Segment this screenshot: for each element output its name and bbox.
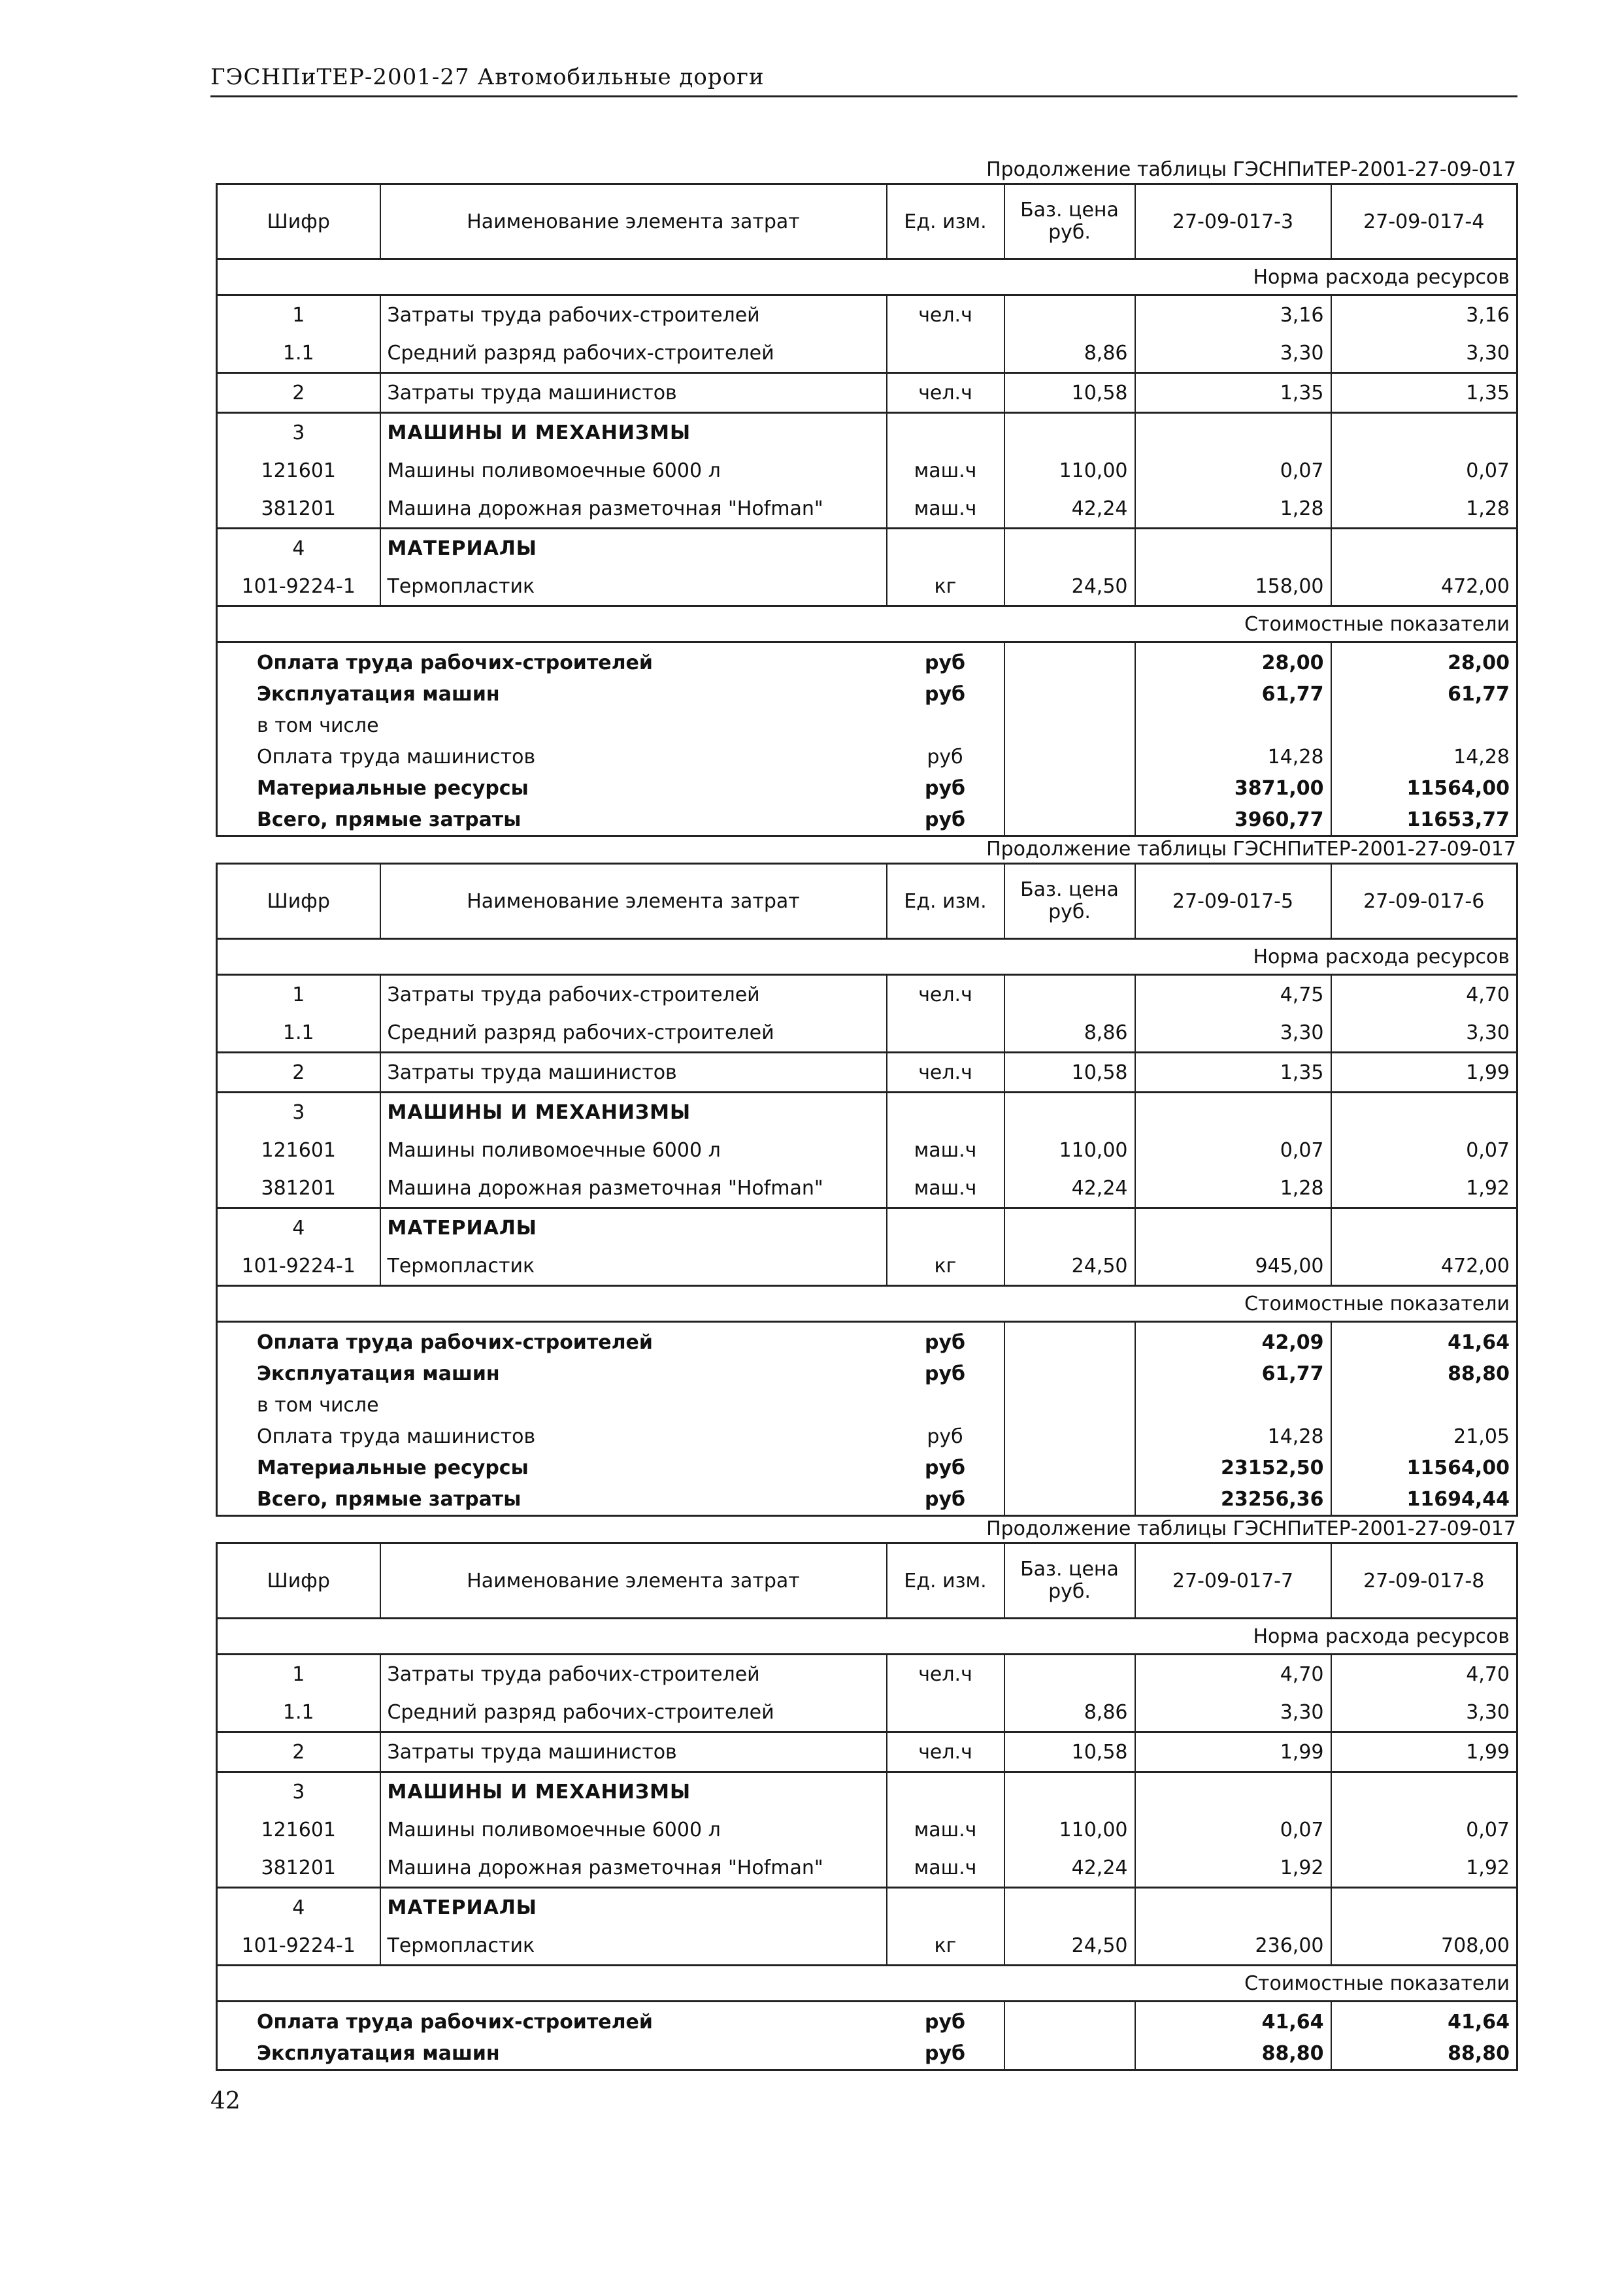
cell-value-1 bbox=[1135, 1208, 1331, 1247]
cost-name: Оплата труда рабочих-строителей bbox=[257, 651, 653, 674]
cell-code: 2 bbox=[217, 1053, 380, 1093]
header-price: Баз. цена руб. bbox=[1004, 184, 1135, 259]
cell-value-2: 4,70 bbox=[1466, 983, 1510, 1006]
cell-value-1: 236,00 bbox=[1135, 1926, 1331, 1966]
table-row bbox=[217, 1693, 1517, 1732]
header-col1: 27-09-017-3 bbox=[1135, 184, 1331, 259]
cost-name: Эксплуатация машин bbox=[257, 2041, 500, 2065]
cost-row bbox=[217, 710, 1517, 741]
page-number: 42 bbox=[210, 2088, 240, 2115]
header-price: Баз. цена руб. bbox=[1004, 1543, 1135, 1619]
cell-value-2 bbox=[1331, 529, 1517, 568]
cost-value-2: 11564,00 bbox=[1406, 1456, 1510, 1479]
cell-value-2: 0,07 bbox=[1466, 1818, 1510, 1841]
cost-row bbox=[217, 772, 1517, 804]
cell-value-2: 3,30 bbox=[1331, 334, 1517, 373]
cell-value-1: 3,30 bbox=[1135, 1693, 1331, 1732]
cost-name: Материальные ресурсы bbox=[257, 1456, 529, 1479]
cell-value-1 bbox=[1135, 529, 1331, 568]
cell-price: 24,50 bbox=[1004, 1247, 1135, 1286]
cell-value-2: 0,07 bbox=[1466, 459, 1510, 482]
table-caption: Продолжение таблицы ГЭСНПиТЕР-2001-27-09-017 bbox=[986, 1517, 1516, 1540]
norm-label-row bbox=[217, 259, 1517, 295]
table-row bbox=[217, 373, 1517, 413]
cost-value-1: 14,28 bbox=[1135, 741, 1331, 772]
cell-value-2 bbox=[1331, 1772, 1517, 1811]
cell-unit: маш.ч bbox=[887, 452, 1004, 489]
cell-value-1: 1,35 bbox=[1135, 1053, 1331, 1093]
cost-value-1: 61,77 bbox=[1135, 678, 1331, 710]
header-unit: Ед. изм. bbox=[887, 864, 1004, 939]
cost-row bbox=[217, 2037, 1517, 2070]
cell-unit: чел.ч bbox=[887, 1655, 1004, 1694]
cost-row bbox=[217, 678, 1517, 710]
cost-label-row bbox=[217, 1286, 1517, 1322]
header-col2: 27-09-017-8 bbox=[1331, 1543, 1517, 1619]
table-row bbox=[217, 567, 1517, 606]
cell-code: 101-9224-1 bbox=[217, 1247, 380, 1286]
cost-value-1: 3960,77 bbox=[1135, 804, 1331, 836]
cell-price: 110,00 bbox=[1004, 1811, 1135, 1849]
cost-value-2 bbox=[1331, 710, 1517, 741]
cost-value-1: 14,28 bbox=[1135, 1421, 1331, 1452]
cost-row bbox=[217, 741, 1517, 772]
cost-name: Эксплуатация машин bbox=[257, 682, 500, 706]
cell-code: 1.1 bbox=[217, 334, 380, 373]
cell-code: 121601 bbox=[217, 1811, 380, 1849]
cell-value-2: 1,92 bbox=[1331, 1849, 1517, 1888]
cell-price bbox=[1004, 975, 1135, 1014]
cost-name: Эксплуатация машин bbox=[257, 1362, 500, 1385]
cell-code: 4 bbox=[217, 1208, 380, 1247]
cell-value-2: 708,00 bbox=[1331, 1926, 1517, 1966]
cost-row bbox=[217, 1483, 1517, 1516]
cell-unit bbox=[887, 334, 1004, 373]
cell-unit: чел.ч bbox=[887, 373, 1004, 413]
page-header: ГЭСНПиТЕР-2001-27 Автомобильные дороги bbox=[210, 64, 1517, 97]
cell-name: Термопластик bbox=[380, 1247, 887, 1286]
cell-name: Затраты труда машинистов bbox=[380, 1053, 887, 1093]
cell-value-1 bbox=[1135, 413, 1331, 452]
cost-name: в том числе bbox=[257, 714, 379, 737]
header-code: Шифр bbox=[217, 1543, 380, 1619]
table-row bbox=[217, 1093, 1517, 1132]
cost-value-1: 61,77 bbox=[1135, 1358, 1331, 1389]
cell-name: Затраты труда машинистов bbox=[380, 373, 887, 413]
cell-price: 24,50 bbox=[1004, 1926, 1135, 1966]
norms-table-block bbox=[216, 157, 1516, 837]
cell-unit: чел.ч bbox=[887, 1732, 1004, 1772]
cost-row bbox=[217, 1452, 1517, 1483]
norms-table bbox=[216, 183, 1518, 837]
cell-unit: чел.ч bbox=[887, 975, 1004, 1014]
cost-value-1: 23256,36 bbox=[1135, 1483, 1331, 1516]
cell-value-1: 4,70 bbox=[1135, 1655, 1331, 1694]
cell-unit bbox=[887, 1693, 1004, 1732]
cost-label: Стоимостные показатели bbox=[217, 1966, 1517, 2002]
cell-value-1 bbox=[1135, 1772, 1331, 1811]
cost-unit: руб bbox=[887, 1421, 1004, 1452]
cell-code: 381201 bbox=[217, 1849, 380, 1888]
cost-unit: руб bbox=[887, 804, 1004, 836]
cell-unit bbox=[887, 1772, 1004, 1811]
cell-name: Машина дорожная разметочная "Hofman" bbox=[380, 1169, 887, 1208]
cell-name: Затраты труда рабочих-строителей bbox=[380, 1655, 887, 1694]
cost-value-1: 23152,50 bbox=[1135, 1452, 1331, 1483]
header-col2: 27-09-017-6 bbox=[1331, 864, 1517, 939]
cell-name: МАТЕРИАЛЫ bbox=[380, 1208, 887, 1247]
table-row bbox=[217, 334, 1517, 373]
cell-code: 101-9224-1 bbox=[217, 567, 380, 606]
cell-code: 1 bbox=[217, 975, 380, 1014]
cell-price: 10,58 bbox=[1004, 373, 1135, 413]
cost-unit: руб bbox=[887, 1452, 1004, 1483]
cell-name: Термопластик bbox=[380, 1926, 887, 1966]
cell-value-2: 1,99 bbox=[1331, 1053, 1517, 1093]
cell-name: Машина дорожная разметочная "Hofman" bbox=[380, 1849, 887, 1888]
cell-value-2: 3,16 bbox=[1466, 303, 1510, 327]
table-row bbox=[217, 1772, 1517, 1811]
cell-value-2: 1,92 bbox=[1331, 1169, 1517, 1208]
cost-unit: руб bbox=[887, 2037, 1004, 2070]
header-price: Баз. цена руб. bbox=[1004, 864, 1135, 939]
cost-name: в том числе bbox=[257, 1393, 379, 1417]
cost-value-2: 88,80 bbox=[1448, 1362, 1510, 1385]
table-row bbox=[217, 1014, 1517, 1053]
cost-unit: руб bbox=[887, 678, 1004, 710]
cell-value-2 bbox=[1331, 1093, 1517, 1132]
table-header-row bbox=[217, 864, 1517, 939]
cell-code: 3 bbox=[217, 1093, 380, 1132]
cost-unit: руб bbox=[887, 1358, 1004, 1389]
cost-label-row bbox=[217, 606, 1517, 642]
cell-name: Термопластик bbox=[380, 567, 887, 606]
cell-code: 3 bbox=[217, 413, 380, 452]
cell-price bbox=[1004, 1093, 1135, 1132]
cell-unit: кг bbox=[887, 1926, 1004, 1966]
norms-table-block bbox=[216, 1516, 1516, 2071]
cell-price bbox=[1004, 413, 1135, 452]
cost-value-2: 41,64 bbox=[1448, 2010, 1510, 2034]
cell-name: МАТЕРИАЛЫ bbox=[380, 529, 887, 568]
cell-value-2: 4,70 bbox=[1466, 1662, 1510, 1686]
cell-price: 10,58 bbox=[1004, 1732, 1135, 1772]
cell-unit: маш.ч bbox=[887, 1131, 1004, 1169]
norms-table bbox=[216, 1542, 1518, 2071]
cell-value-2 bbox=[1331, 1208, 1517, 1247]
table-row bbox=[217, 452, 1517, 489]
cost-unit: руб bbox=[887, 1483, 1004, 1516]
cell-code: 4 bbox=[217, 529, 380, 568]
cell-code: 121601 bbox=[217, 1131, 380, 1169]
cell-name: Машины поливомоечные 6000 л bbox=[380, 1131, 887, 1169]
cell-name: Средний разряд рабочих-строителей bbox=[380, 1014, 887, 1053]
cell-unit bbox=[887, 1014, 1004, 1053]
cost-row bbox=[217, 1322, 1517, 1359]
header-col2: 27-09-017-4 bbox=[1331, 184, 1517, 259]
cost-value-1 bbox=[1135, 1389, 1331, 1421]
cell-price: 42,24 bbox=[1004, 1849, 1135, 1888]
cost-row bbox=[217, 1421, 1517, 1452]
cost-name: Всего, прямые затраты bbox=[257, 1487, 522, 1511]
cell-value-1: 4,75 bbox=[1135, 975, 1331, 1014]
cell-value-1: 0,07 bbox=[1135, 1811, 1331, 1849]
cost-unit: руб bbox=[887, 741, 1004, 772]
table-row bbox=[217, 1655, 1517, 1694]
cost-name: Оплата труда рабочих-строителей bbox=[257, 2010, 653, 2034]
cell-code: 101-9224-1 bbox=[217, 1926, 380, 1966]
cell-price: 10,58 bbox=[1004, 1053, 1135, 1093]
table-row bbox=[217, 1131, 1517, 1169]
cell-name: Затраты труда машинистов bbox=[380, 1732, 887, 1772]
cell-unit: чел.ч bbox=[887, 295, 1004, 335]
cost-label-row bbox=[217, 1966, 1517, 2002]
cell-value-2 bbox=[1331, 1888, 1517, 1927]
norm-label-row bbox=[217, 1619, 1517, 1655]
cell-name: Машины поливомоечные 6000 л bbox=[380, 452, 887, 489]
cell-price bbox=[1004, 1888, 1135, 1927]
cell-price: 110,00 bbox=[1004, 1131, 1135, 1169]
cell-value-1: 158,00 bbox=[1135, 567, 1331, 606]
cell-name: Затраты труда рабочих-строителей bbox=[380, 975, 887, 1014]
cell-unit bbox=[887, 413, 1004, 452]
cell-value-2: 1,28 bbox=[1331, 489, 1517, 529]
cost-row bbox=[217, 642, 1517, 679]
cell-value-1: 0,07 bbox=[1135, 452, 1331, 489]
cost-value-1: 28,00 bbox=[1135, 642, 1331, 679]
cost-name: Всего, прямые затраты bbox=[257, 808, 522, 831]
cell-price bbox=[1004, 295, 1135, 335]
cost-value-2: 11564,00 bbox=[1406, 776, 1510, 800]
cell-code: 121601 bbox=[217, 452, 380, 489]
cell-code: 381201 bbox=[217, 489, 380, 529]
cell-name: Машины поливомоечные 6000 л bbox=[380, 1811, 887, 1849]
cost-row bbox=[217, 2002, 1517, 2038]
cell-code: 1.1 bbox=[217, 1014, 380, 1053]
table-row bbox=[217, 529, 1517, 568]
cell-unit: кг bbox=[887, 567, 1004, 606]
cell-value-1: 3,30 bbox=[1135, 334, 1331, 373]
cost-row bbox=[217, 1358, 1517, 1389]
cell-name: МАШИНЫ И МЕХАНИЗМЫ bbox=[380, 1093, 887, 1132]
table-row bbox=[217, 489, 1517, 529]
cost-value-2: 11653,77 bbox=[1406, 808, 1510, 831]
cell-price: 8,86 bbox=[1004, 1693, 1135, 1732]
cost-name: Материальные ресурсы bbox=[257, 776, 529, 800]
cell-name: МАТЕРИАЛЫ bbox=[380, 1888, 887, 1927]
table-caption: Продолжение таблицы ГЭСНПиТЕР-2001-27-09-017 bbox=[986, 158, 1516, 181]
cell-name: МАШИНЫ И МЕХАНИЗМЫ bbox=[380, 1772, 887, 1811]
cell-value-1: 1,28 bbox=[1135, 1169, 1331, 1208]
cell-price: 42,24 bbox=[1004, 1169, 1135, 1208]
cost-value-1: 42,09 bbox=[1135, 1322, 1331, 1359]
cost-value-2: 88,80 bbox=[1448, 2041, 1510, 2065]
cost-unit: руб bbox=[887, 1322, 1004, 1359]
table-row bbox=[217, 1169, 1517, 1208]
cost-value-2 bbox=[1331, 1389, 1517, 1421]
cost-value-2: 28,00 bbox=[1448, 651, 1510, 674]
cell-code: 2 bbox=[217, 373, 380, 413]
table-row bbox=[217, 1849, 1517, 1888]
cost-unit bbox=[887, 710, 1004, 741]
cell-value-1: 3,16 bbox=[1135, 295, 1331, 335]
cost-value-2: 41,64 bbox=[1448, 1330, 1510, 1354]
cell-code: 1 bbox=[217, 1655, 380, 1694]
cost-name: Оплата труда машинистов bbox=[257, 1425, 536, 1448]
cell-value-2: 1,35 bbox=[1331, 373, 1517, 413]
norms-table bbox=[216, 863, 1518, 1517]
cell-value-2: 3,30 bbox=[1331, 1014, 1517, 1053]
cell-code: 1 bbox=[217, 295, 380, 335]
cell-name: Машина дорожная разметочная "Hofman" bbox=[380, 489, 887, 529]
cell-price: 24,50 bbox=[1004, 567, 1135, 606]
cost-unit: руб bbox=[887, 772, 1004, 804]
cell-unit: маш.ч bbox=[887, 1849, 1004, 1888]
cell-name: Затраты труда рабочих-строителей bbox=[380, 295, 887, 335]
table-row bbox=[217, 1888, 1517, 1927]
header-unit: Ед. изм. bbox=[887, 1543, 1004, 1619]
table-row bbox=[217, 1732, 1517, 1772]
cost-value-2: 11694,44 bbox=[1406, 1487, 1510, 1511]
table-header-row bbox=[217, 184, 1517, 259]
cell-price: 8,86 bbox=[1004, 334, 1135, 373]
cell-unit: маш.ч bbox=[887, 1811, 1004, 1849]
table-row bbox=[217, 1811, 1517, 1849]
cell-value-1: 1,35 bbox=[1135, 373, 1331, 413]
cell-unit: чел.ч bbox=[887, 1053, 1004, 1093]
cell-code: 4 bbox=[217, 1888, 380, 1927]
cost-value-1 bbox=[1135, 710, 1331, 741]
cell-unit: маш.ч bbox=[887, 1169, 1004, 1208]
cell-unit bbox=[887, 1208, 1004, 1247]
cell-value-1: 0,07 bbox=[1135, 1131, 1331, 1169]
cell-value-1: 945,00 bbox=[1135, 1247, 1331, 1286]
cell-value-2: 0,07 bbox=[1466, 1138, 1510, 1162]
header-code: Шифр bbox=[217, 864, 380, 939]
cost-value-2: 61,77 bbox=[1448, 682, 1510, 706]
table-header-row bbox=[217, 1543, 1517, 1619]
cell-value-1: 3,30 bbox=[1135, 1014, 1331, 1053]
header-col1: 27-09-017-7 bbox=[1135, 1543, 1331, 1619]
norm-label-row bbox=[217, 939, 1517, 975]
cost-label: Стоимостные показатели bbox=[217, 606, 1517, 642]
cost-value-2: 14,28 bbox=[1453, 745, 1510, 768]
cell-code: 381201 bbox=[217, 1169, 380, 1208]
cell-price: 42,24 bbox=[1004, 489, 1135, 529]
cost-row bbox=[217, 1389, 1517, 1421]
cost-row bbox=[217, 804, 1517, 836]
header-col1: 27-09-017-5 bbox=[1135, 864, 1331, 939]
cost-value-1: 88,80 bbox=[1135, 2037, 1331, 2070]
cost-unit: руб bbox=[887, 2002, 1004, 2038]
header-unit: Ед. изм. bbox=[887, 184, 1004, 259]
table-row bbox=[217, 1208, 1517, 1247]
table-row bbox=[217, 413, 1517, 452]
norms-table-block bbox=[216, 836, 1516, 1517]
cell-value-2: 1,99 bbox=[1331, 1732, 1517, 1772]
cell-unit: кг bbox=[887, 1247, 1004, 1286]
cost-name: Оплата труда рабочих-строителей bbox=[257, 1330, 653, 1354]
norm-label: Норма расхода ресурсов bbox=[217, 1619, 1517, 1655]
cell-price bbox=[1004, 529, 1135, 568]
table-row bbox=[217, 1926, 1517, 1966]
header-name: Наименование элемента затрат bbox=[380, 184, 887, 259]
norm-label: Норма расхода ресурсов bbox=[217, 939, 1517, 975]
cell-unit bbox=[887, 529, 1004, 568]
cost-name: Оплата труда машинистов bbox=[257, 745, 536, 768]
header-code: Шифр bbox=[217, 184, 380, 259]
cell-name: Средний разряд рабочих-строителей bbox=[380, 334, 887, 373]
cell-value-2: 3,30 bbox=[1331, 1693, 1517, 1732]
cell-price bbox=[1004, 1772, 1135, 1811]
header-name: Наименование элемента затрат bbox=[380, 1543, 887, 1619]
cell-value-2: 472,00 bbox=[1331, 1247, 1517, 1286]
table-caption: Продолжение таблицы ГЭСНПиТЕР-2001-27-09-017 bbox=[986, 838, 1516, 861]
table-row bbox=[217, 1053, 1517, 1093]
cell-price bbox=[1004, 1208, 1135, 1247]
cost-value-2: 21,05 bbox=[1453, 1425, 1510, 1448]
cost-value-1: 3871,00 bbox=[1135, 772, 1331, 804]
cell-code: 3 bbox=[217, 1772, 380, 1811]
cell-name: МАШИНЫ И МЕХАНИЗМЫ bbox=[380, 413, 887, 452]
cell-value-1 bbox=[1135, 1093, 1331, 1132]
cell-value-2: 472,00 bbox=[1331, 567, 1517, 606]
norm-label: Норма расхода ресурсов bbox=[217, 259, 1517, 295]
table-row bbox=[217, 1247, 1517, 1286]
cost-value-1: 41,64 bbox=[1135, 2002, 1331, 2038]
cell-value-1: 1,28 bbox=[1135, 489, 1331, 529]
cost-unit: руб bbox=[887, 642, 1004, 679]
header-name: Наименование элемента затрат bbox=[380, 864, 887, 939]
table-row bbox=[217, 295, 1517, 335]
cell-unit bbox=[887, 1888, 1004, 1927]
table-row bbox=[217, 975, 1517, 1014]
cell-code: 2 bbox=[217, 1732, 380, 1772]
cell-price bbox=[1004, 1655, 1135, 1694]
cell-name: Средний разряд рабочих-строителей bbox=[380, 1693, 887, 1732]
cell-unit bbox=[887, 1093, 1004, 1132]
cell-value-1: 1,92 bbox=[1135, 1849, 1331, 1888]
cell-code: 1.1 bbox=[217, 1693, 380, 1732]
cell-price: 110,00 bbox=[1004, 452, 1135, 489]
cell-value-2 bbox=[1331, 413, 1517, 452]
cell-value-1 bbox=[1135, 1888, 1331, 1927]
cost-unit bbox=[887, 1389, 1004, 1421]
cost-label: Стоимостные показатели bbox=[217, 1286, 1517, 1322]
cell-price: 8,86 bbox=[1004, 1014, 1135, 1053]
cell-unit: маш.ч bbox=[887, 489, 1004, 529]
cell-value-1: 1,99 bbox=[1135, 1732, 1331, 1772]
